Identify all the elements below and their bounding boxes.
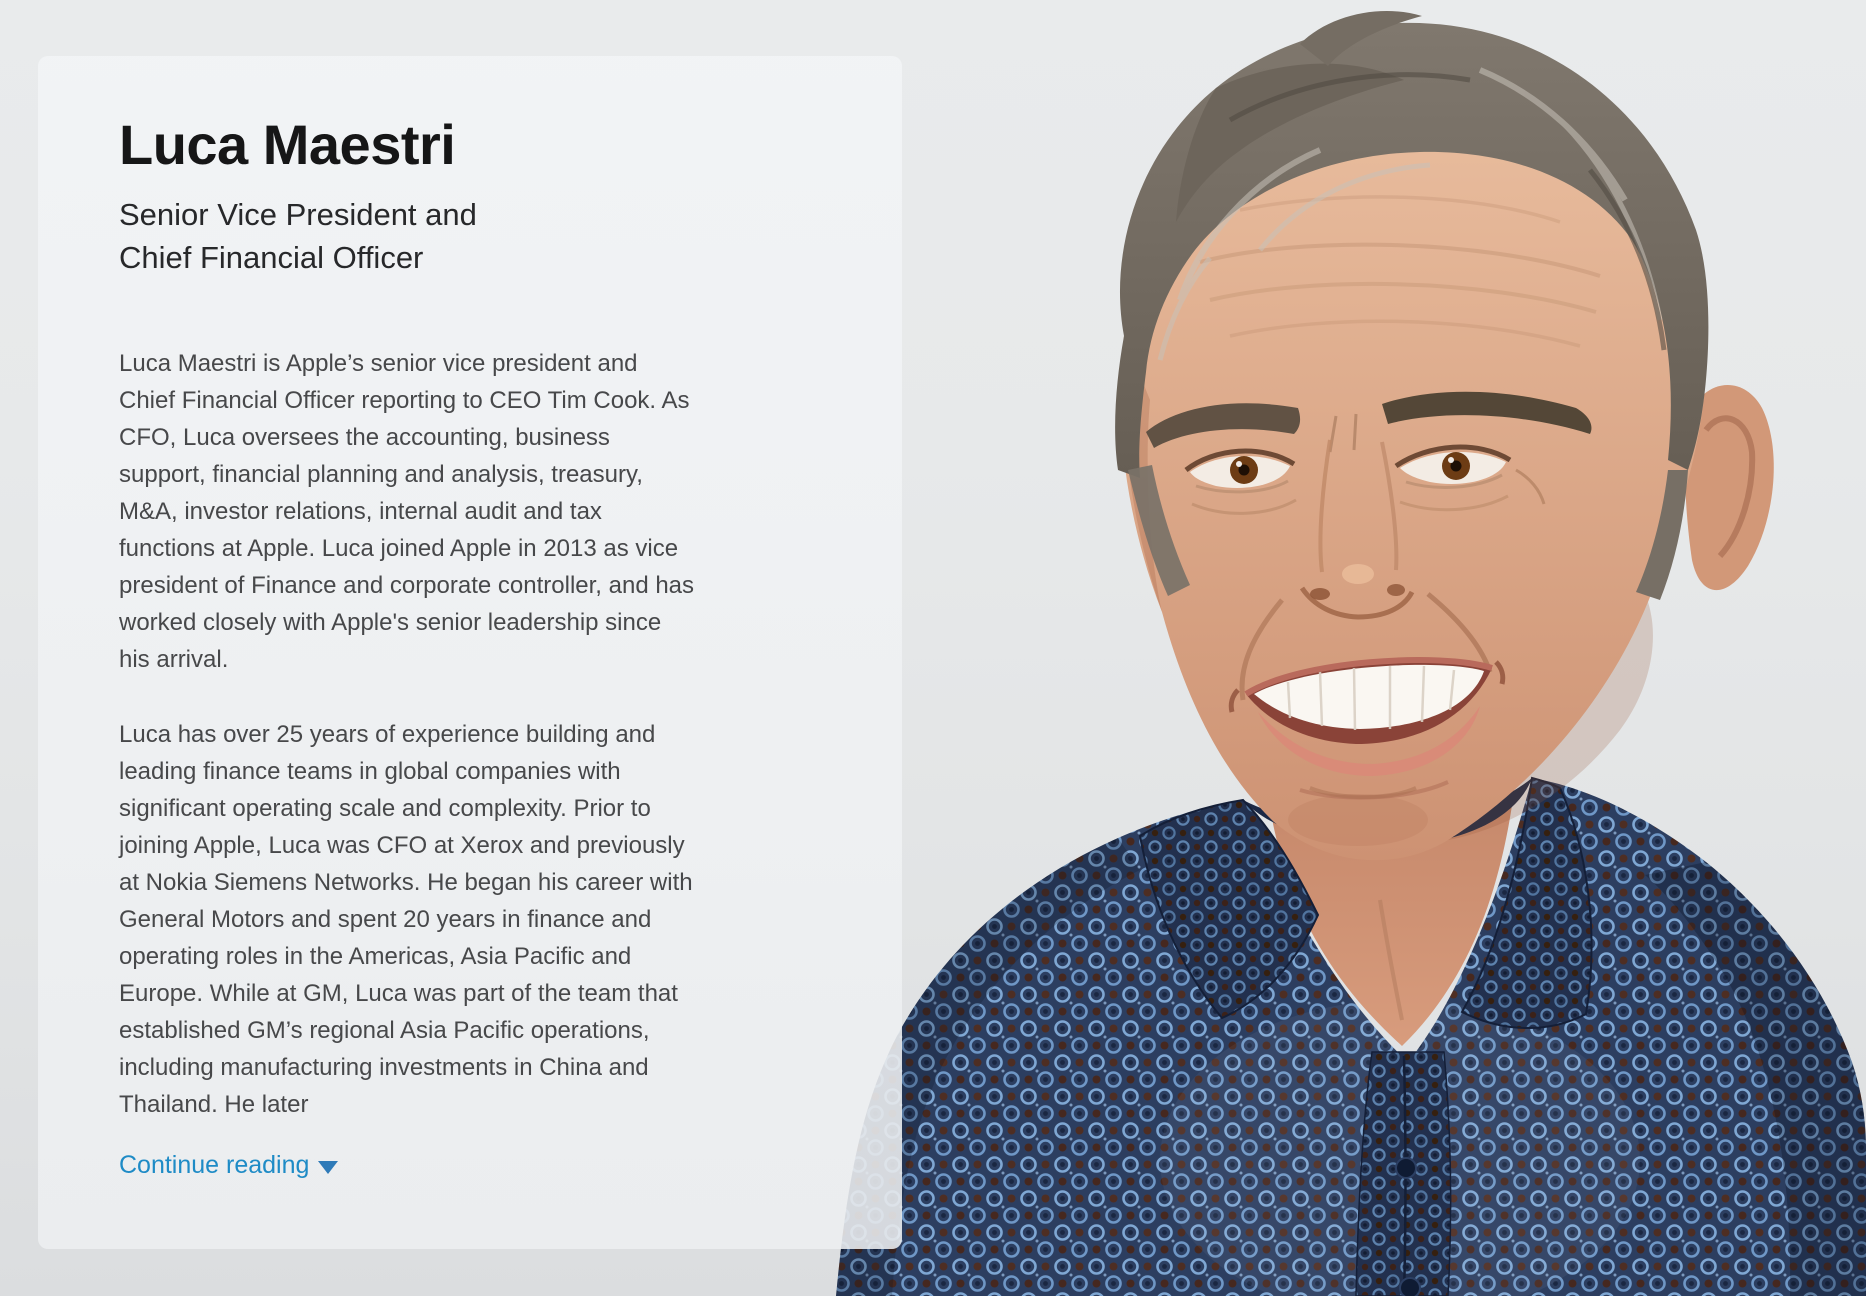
- bio-paragraph-2: Luca has over 25 years of experience building and leading finance teams in global companies with significant operating scale and complexity. Prior to joining Apple, Luca was CFO at Xerox and previously at Nokia Siemens Networks. He began his career with General Motors and spent 20 years in finance and operating roles in the Americas, Asia Pacific and Europe. While at GM, Luca was part of the team that established GM’s regional Asia Pacific operations, including manufacturing investments in China and Thailand. He later: [119, 720, 693, 1118]
- profile-role-line1: Senior Vice President and: [119, 196, 477, 232]
- shirt-button: [1396, 1158, 1416, 1178]
- portrait-group: [836, 11, 1866, 1296]
- profile-name: Luca Maestri: [119, 113, 456, 176]
- profile-role: [119, 193, 902, 279]
- bio-card: [38, 56, 902, 1249]
- shirt-button: [1400, 1278, 1420, 1296]
- continue-reading-link[interactable]: [119, 1151, 338, 1180]
- continue-reading-label: Continue reading: [119, 1150, 310, 1179]
- bio-paragraph-1: Luca Maestri is Apple’s senior vice president and Chief Financial Officer reporting to CEO Tim Cook. As CFO, Luca oversees the accounting, business support, financial planning and analysis, treasury, M&A, investor relations, internal audit and tax functions at Apple. Luca joined Apple in 2013 as vice president of Finance and corporate controller, and has worked closely with Apple's senior leadership since his arrival.: [119, 349, 695, 673]
- triangle-down-icon: [318, 1161, 338, 1174]
- profile-role-line2: Chief Financial Officer: [119, 239, 424, 275]
- bio-card-content: [38, 56, 902, 1180]
